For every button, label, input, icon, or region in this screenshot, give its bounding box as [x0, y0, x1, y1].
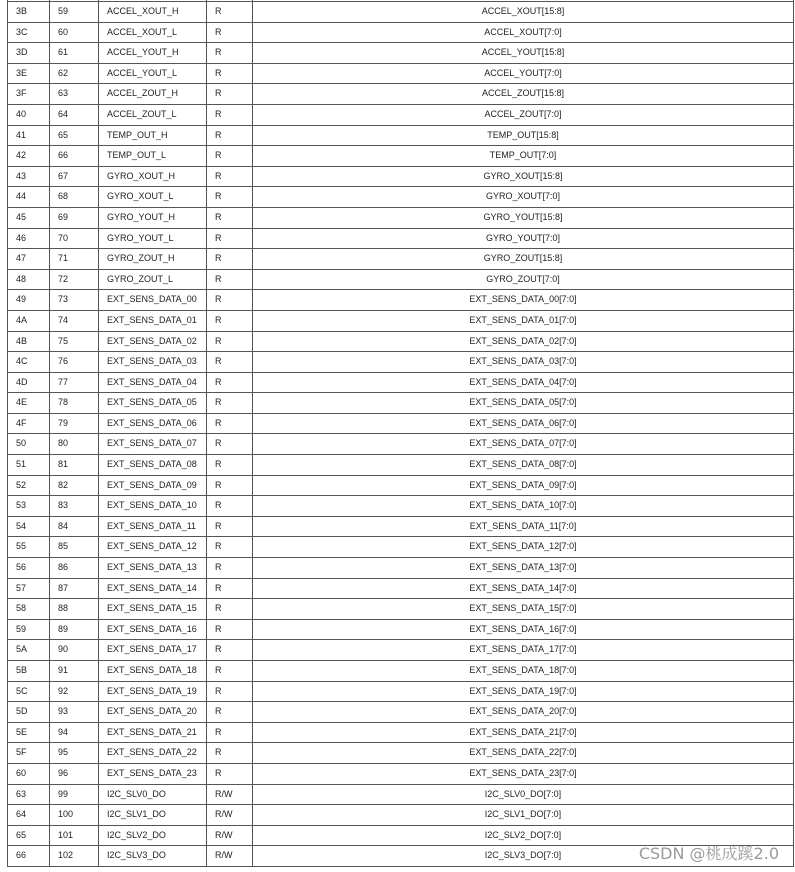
register-access: R: [207, 496, 253, 517]
register-dec-address: 85: [50, 537, 99, 558]
table-row: [8, 516, 794, 537]
register-bits: EXT_SENS_DATA_05[7:0]: [253, 393, 794, 414]
table-row: [8, 640, 794, 661]
register-hex-address: 4F: [8, 413, 50, 434]
register-bits: EXT_SENS_DATA_13[7:0]: [253, 558, 794, 579]
register-dec-address: 101: [50, 825, 99, 846]
table-row: [8, 722, 794, 743]
table-row: [8, 331, 794, 352]
register-hex-address: 45: [8, 207, 50, 228]
register-hex-address: 56: [8, 558, 50, 579]
table-row: [8, 187, 794, 208]
register-name: GYRO_ZOUT_L: [99, 269, 207, 290]
register-name: EXT_SENS_DATA_14: [99, 578, 207, 599]
register-dec-address: 91: [50, 661, 99, 682]
table-row: [8, 702, 794, 723]
register-access: R: [207, 331, 253, 352]
table-row: [8, 413, 794, 434]
register-access: R: [207, 455, 253, 476]
table-row: [8, 43, 794, 64]
register-dec-address: 80: [50, 434, 99, 455]
register-hex-address: 3D: [8, 43, 50, 64]
register-dec-address: 88: [50, 599, 99, 620]
register-bits: EXT_SENS_DATA_15[7:0]: [253, 599, 794, 620]
register-dec-address: 60: [50, 22, 99, 43]
register-name: EXT_SENS_DATA_20: [99, 702, 207, 723]
register-map-container: [7, 0, 793, 867]
table-row: [8, 207, 794, 228]
register-dec-address: 61: [50, 43, 99, 64]
table-row: [8, 22, 794, 43]
register-access: R: [207, 702, 253, 723]
register-name: EXT_SENS_DATA_05: [99, 393, 207, 414]
table-row: [8, 558, 794, 579]
table-row: [8, 578, 794, 599]
register-name: EXT_SENS_DATA_18: [99, 661, 207, 682]
table-row: [8, 249, 794, 270]
register-access: R: [207, 722, 253, 743]
register-bits: EXT_SENS_DATA_14[7:0]: [253, 578, 794, 599]
register-name: TEMP_OUT_L: [99, 146, 207, 167]
register-access: R: [207, 619, 253, 640]
register-bits: I2C_SLV0_DO[7:0]: [253, 784, 794, 805]
register-hex-address: 5F: [8, 743, 50, 764]
register-hex-address: 4E: [8, 393, 50, 414]
register-dec-address: 74: [50, 310, 99, 331]
register-bits: EXT_SENS_DATA_23[7:0]: [253, 763, 794, 784]
register-bits: EXT_SENS_DATA_09[7:0]: [253, 475, 794, 496]
register-name: ACCEL_ZOUT_H: [99, 84, 207, 105]
register-access: R: [207, 269, 253, 290]
register-name: EXT_SENS_DATA_16: [99, 619, 207, 640]
register-dec-address: 59: [50, 2, 99, 23]
table-row: [8, 393, 794, 414]
register-access: R: [207, 63, 253, 84]
register-hex-address: 4A: [8, 310, 50, 331]
register-hex-address: 4D: [8, 372, 50, 393]
register-bits: EXT_SENS_DATA_16[7:0]: [253, 619, 794, 640]
register-dec-address: 77: [50, 372, 99, 393]
register-bits: EXT_SENS_DATA_06[7:0]: [253, 413, 794, 434]
table-row: [8, 496, 794, 517]
register-dec-address: 73: [50, 290, 99, 311]
register-dec-address: 72: [50, 269, 99, 290]
table-row: [8, 166, 794, 187]
register-name: EXT_SENS_DATA_21: [99, 722, 207, 743]
register-hex-address: 46: [8, 228, 50, 249]
register-dec-address: 92: [50, 681, 99, 702]
register-name: EXT_SENS_DATA_04: [99, 372, 207, 393]
table-row: [8, 104, 794, 125]
register-bits: EXT_SENS_DATA_21[7:0]: [253, 722, 794, 743]
register-name: ACCEL_YOUT_H: [99, 43, 207, 64]
register-hex-address: 41: [8, 125, 50, 146]
register-bits: GYRO_YOUT[7:0]: [253, 228, 794, 249]
table-row: [8, 661, 794, 682]
register-name: GYRO_YOUT_L: [99, 228, 207, 249]
register-dec-address: 62: [50, 63, 99, 84]
table-row: [8, 63, 794, 84]
register-name: EXT_SENS_DATA_07: [99, 434, 207, 455]
table-row: [8, 784, 794, 805]
register-dec-address: 96: [50, 763, 99, 784]
register-dec-address: 84: [50, 516, 99, 537]
register-access: R: [207, 352, 253, 373]
register-hex-address: 54: [8, 516, 50, 537]
register-name: GYRO_XOUT_L: [99, 187, 207, 208]
register-bits: EXT_SENS_DATA_17[7:0]: [253, 640, 794, 661]
register-access: R: [207, 125, 253, 146]
register-name: EXT_SENS_DATA_11: [99, 516, 207, 537]
register-hex-address: 42: [8, 146, 50, 167]
register-dec-address: 99: [50, 784, 99, 805]
register-hex-address: 63: [8, 784, 50, 805]
register-dec-address: 75: [50, 331, 99, 352]
register-access: R: [207, 578, 253, 599]
register-access: R: [207, 207, 253, 228]
register-bits: EXT_SENS_DATA_20[7:0]: [253, 702, 794, 723]
register-name: TEMP_OUT_H: [99, 125, 207, 146]
register-hex-address: 65: [8, 825, 50, 846]
register-dec-address: 78: [50, 393, 99, 414]
register-access: R: [207, 187, 253, 208]
register-bits: EXT_SENS_DATA_11[7:0]: [253, 516, 794, 537]
register-bits: EXT_SENS_DATA_22[7:0]: [253, 743, 794, 764]
register-access: R: [207, 2, 253, 23]
register-bits: EXT_SENS_DATA_02[7:0]: [253, 331, 794, 352]
register-access: R/W: [207, 846, 253, 867]
register-name: EXT_SENS_DATA_23: [99, 763, 207, 784]
register-hex-address: 49: [8, 290, 50, 311]
table-row: [8, 2, 794, 23]
register-hex-address: 3F: [8, 84, 50, 105]
register-bits: EXT_SENS_DATA_10[7:0]: [253, 496, 794, 517]
table-row: [8, 125, 794, 146]
table-row: [8, 619, 794, 640]
table-row: [8, 290, 794, 311]
register-dec-address: 66: [50, 146, 99, 167]
table-row: [8, 537, 794, 558]
register-hex-address: 3B: [8, 2, 50, 23]
register-bits: EXT_SENS_DATA_07[7:0]: [253, 434, 794, 455]
register-dec-address: 70: [50, 228, 99, 249]
register-dec-address: 94: [50, 722, 99, 743]
register-name: EXT_SENS_DATA_01: [99, 310, 207, 331]
table-row: [8, 681, 794, 702]
register-hex-address: 58: [8, 599, 50, 620]
register-bits: GYRO_XOUT[15:8]: [253, 166, 794, 187]
register-name: I2C_SLV2_DO: [99, 825, 207, 846]
register-hex-address: 60: [8, 763, 50, 784]
register-access: R: [207, 599, 253, 620]
register-hex-address: 53: [8, 496, 50, 517]
csdn-watermark: CSDN @桃成蹊2.0: [638, 844, 779, 863]
register-bits: TEMP_OUT[7:0]: [253, 146, 794, 167]
register-dec-address: 86: [50, 558, 99, 579]
register-bits: ACCEL_XOUT[15:8]: [253, 2, 794, 23]
register-access: R: [207, 434, 253, 455]
register-access: R: [207, 558, 253, 579]
register-bits: EXT_SENS_DATA_18[7:0]: [253, 661, 794, 682]
register-name: EXT_SENS_DATA_19: [99, 681, 207, 702]
register-hex-address: 3C: [8, 22, 50, 43]
table-row: [8, 84, 794, 105]
register-bits: EXT_SENS_DATA_03[7:0]: [253, 352, 794, 373]
register-bits: EXT_SENS_DATA_00[7:0]: [253, 290, 794, 311]
register-access: R/W: [207, 825, 253, 846]
register-bits: I2C_SLV1_DO[7:0]: [253, 805, 794, 826]
register-bits: EXT_SENS_DATA_19[7:0]: [253, 681, 794, 702]
register-bits: ACCEL_ZOUT[15:8]: [253, 84, 794, 105]
register-dec-address: 81: [50, 455, 99, 476]
register-map-table: [7, 0, 794, 867]
register-bits: GYRO_ZOUT[15:8]: [253, 249, 794, 270]
register-hex-address: 40: [8, 104, 50, 125]
register-name: EXT_SENS_DATA_09: [99, 475, 207, 496]
register-name: EXT_SENS_DATA_03: [99, 352, 207, 373]
register-bits: GYRO_ZOUT[7:0]: [253, 269, 794, 290]
table-row: [8, 475, 794, 496]
register-dec-address: 63: [50, 84, 99, 105]
register-dec-address: 65: [50, 125, 99, 146]
register-dec-address: 69: [50, 207, 99, 228]
register-name: I2C_SLV3_DO: [99, 846, 207, 867]
register-name: GYRO_ZOUT_H: [99, 249, 207, 270]
register-hex-address: 47: [8, 249, 50, 270]
register-hex-address: 48: [8, 269, 50, 290]
register-hex-address: 5E: [8, 722, 50, 743]
register-hex-address: 4C: [8, 352, 50, 373]
table-row: [8, 455, 794, 476]
register-access: R: [207, 146, 253, 167]
register-name: EXT_SENS_DATA_02: [99, 331, 207, 352]
register-dec-address: 100: [50, 805, 99, 826]
register-access: R: [207, 84, 253, 105]
register-hex-address: 52: [8, 475, 50, 496]
register-bits: EXT_SENS_DATA_04[7:0]: [253, 372, 794, 393]
table-row: [8, 310, 794, 331]
register-name: EXT_SENS_DATA_13: [99, 558, 207, 579]
register-name: EXT_SENS_DATA_00: [99, 290, 207, 311]
register-hex-address: 5A: [8, 640, 50, 661]
register-hex-address: 57: [8, 578, 50, 599]
register-table-body: [8, 0, 794, 866]
register-hex-address: 3E: [8, 63, 50, 84]
register-bits: EXT_SENS_DATA_12[7:0]: [253, 537, 794, 558]
register-dec-address: 93: [50, 702, 99, 723]
register-hex-address: 43: [8, 166, 50, 187]
register-hex-address: 5B: [8, 661, 50, 682]
register-name: EXT_SENS_DATA_10: [99, 496, 207, 517]
table-row: [8, 146, 794, 167]
register-name: I2C_SLV1_DO: [99, 805, 207, 826]
register-dec-address: 90: [50, 640, 99, 661]
register-access: R: [207, 763, 253, 784]
table-row: [8, 599, 794, 620]
table-row: [8, 269, 794, 290]
register-name: ACCEL_ZOUT_L: [99, 104, 207, 125]
register-bits: EXT_SENS_DATA_01[7:0]: [253, 310, 794, 331]
register-bits: EXT_SENS_DATA_08[7:0]: [253, 455, 794, 476]
register-hex-address: 51: [8, 455, 50, 476]
register-hex-address: 5C: [8, 681, 50, 702]
register-access: R: [207, 516, 253, 537]
register-dec-address: 89: [50, 619, 99, 640]
register-dec-address: 102: [50, 846, 99, 867]
register-bits: ACCEL_XOUT[7:0]: [253, 22, 794, 43]
register-dec-address: 71: [50, 249, 99, 270]
register-access: R: [207, 743, 253, 764]
register-access: R: [207, 681, 253, 702]
register-bits: GYRO_YOUT[15:8]: [253, 207, 794, 228]
table-row: [8, 434, 794, 455]
register-name: ACCEL_YOUT_L: [99, 63, 207, 84]
register-name: ACCEL_XOUT_L: [99, 22, 207, 43]
register-dec-address: 67: [50, 166, 99, 187]
register-hex-address: 64: [8, 805, 50, 826]
register-access: R: [207, 475, 253, 496]
register-dec-address: 76: [50, 352, 99, 373]
register-bits: GYRO_XOUT[7:0]: [253, 187, 794, 208]
register-bits: I2C_SLV3_DO[7:0]: [253, 846, 794, 867]
register-access: R: [207, 661, 253, 682]
register-access: R: [207, 166, 253, 187]
register-access: R: [207, 413, 253, 434]
register-dec-address: 83: [50, 496, 99, 517]
register-name: EXT_SENS_DATA_06: [99, 413, 207, 434]
register-name: GYRO_YOUT_H: [99, 207, 207, 228]
register-access: R: [207, 249, 253, 270]
table-row: [8, 805, 794, 826]
register-dec-address: 82: [50, 475, 99, 496]
register-dec-address: 79: [50, 413, 99, 434]
register-name: EXT_SENS_DATA_17: [99, 640, 207, 661]
table-row: [8, 372, 794, 393]
table-row: [8, 352, 794, 373]
register-name: GYRO_XOUT_H: [99, 166, 207, 187]
register-hex-address: 4B: [8, 331, 50, 352]
register-access: R: [207, 640, 253, 661]
register-access: R: [207, 290, 253, 311]
table-row: [8, 763, 794, 784]
register-dec-address: 68: [50, 187, 99, 208]
register-name: ACCEL_XOUT_H: [99, 2, 207, 23]
register-hex-address: 66: [8, 846, 50, 867]
register-access: R: [207, 104, 253, 125]
table-row: [8, 228, 794, 249]
register-bits: TEMP_OUT[15:8]: [253, 125, 794, 146]
register-name: I2C_SLV0_DO: [99, 784, 207, 805]
table-row: [8, 743, 794, 764]
register-access: R: [207, 537, 253, 558]
register-dec-address: 87: [50, 578, 99, 599]
register-bits: I2C_SLV2_DO[7:0]: [253, 825, 794, 846]
register-hex-address: 50: [8, 434, 50, 455]
register-access: R: [207, 43, 253, 64]
register-access: R/W: [207, 805, 253, 826]
register-name: EXT_SENS_DATA_22: [99, 743, 207, 764]
register-name: EXT_SENS_DATA_08: [99, 455, 207, 476]
register-hex-address: 59: [8, 619, 50, 640]
register-name: EXT_SENS_DATA_12: [99, 537, 207, 558]
register-hex-address: 5D: [8, 702, 50, 723]
register-dec-address: 95: [50, 743, 99, 764]
register-bits: ACCEL_ZOUT[7:0]: [253, 104, 794, 125]
register-bits: ACCEL_YOUT[15:8]: [253, 43, 794, 64]
register-access: R: [207, 22, 253, 43]
register-access: R: [207, 393, 253, 414]
register-access: R/W: [207, 784, 253, 805]
register-bits: ACCEL_YOUT[7:0]: [253, 63, 794, 84]
register-access: R: [207, 372, 253, 393]
register-access: R: [207, 310, 253, 331]
register-hex-address: 44: [8, 187, 50, 208]
register-access: R: [207, 228, 253, 249]
register-hex-address: 55: [8, 537, 50, 558]
register-dec-address: 64: [50, 104, 99, 125]
register-name: EXT_SENS_DATA_15: [99, 599, 207, 620]
